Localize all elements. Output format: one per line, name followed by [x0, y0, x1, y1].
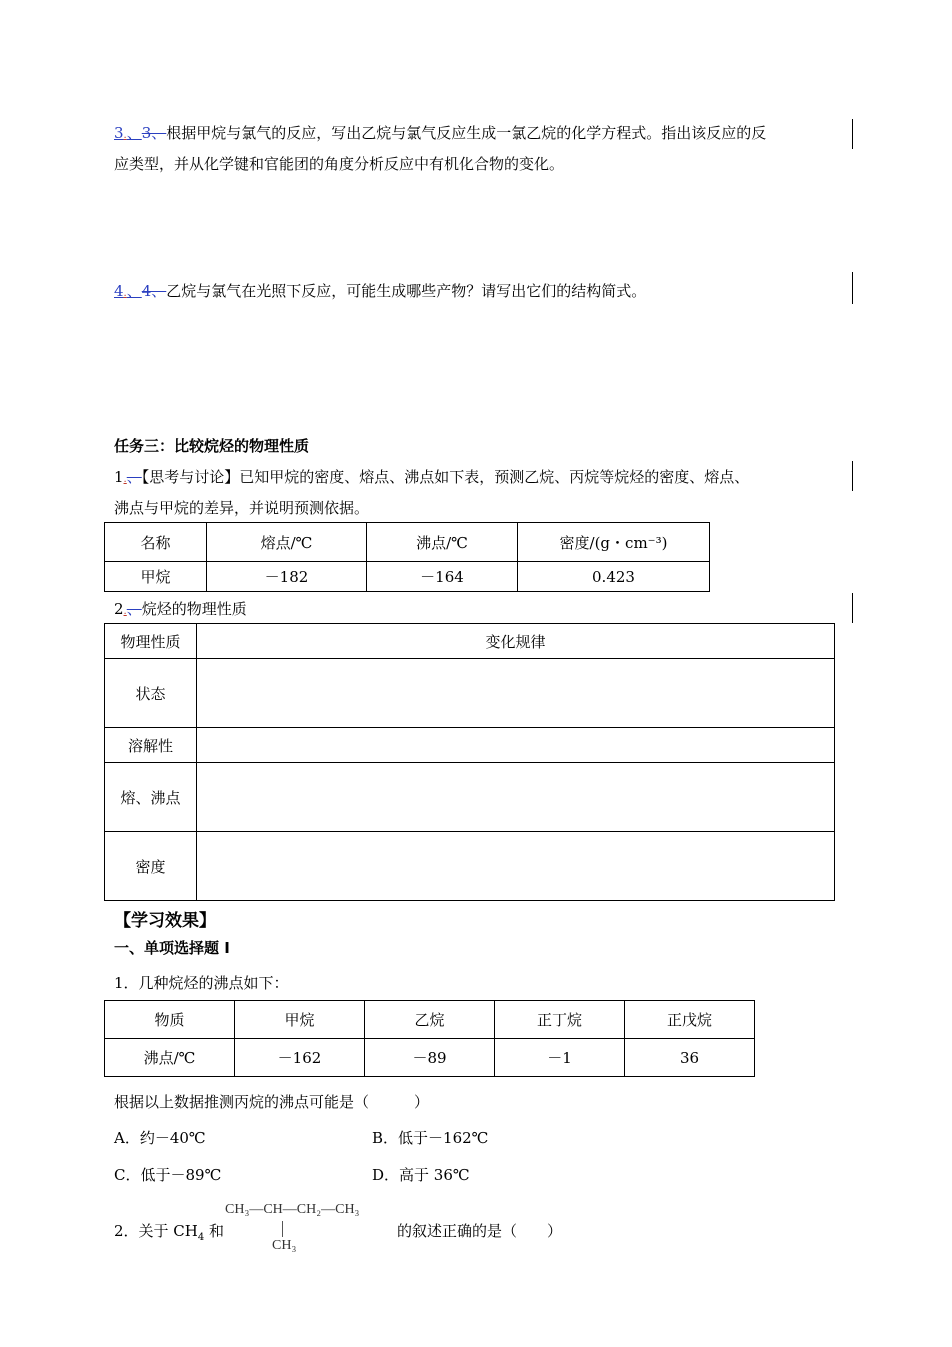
table-cell: 36: [625, 1039, 755, 1077]
option-d[interactable]: D．高于 36℃: [372, 1166, 470, 1184]
revision-deleted-number: 4、: [141, 282, 167, 300]
structural-formula-main-chain: CH₃—CH—CH₂—CH₃: [225, 1202, 360, 1217]
change-bar: [852, 593, 853, 623]
table-row-label: 密度: [105, 832, 197, 901]
alkane-properties-table: [104, 623, 835, 901]
item-text: 烷烃的物理性质: [141, 600, 247, 618]
task-3-item-2: [114, 598, 247, 619]
table-cell: 沸点/℃: [105, 1039, 235, 1077]
revision-deleted-separator: 、: [126, 468, 142, 486]
revision-inserted-separator: 、: [126, 282, 142, 300]
table-answer-cell[interactable]: [197, 763, 835, 832]
table-answer-cell[interactable]: [197, 832, 835, 901]
question-3-line-1: [114, 122, 766, 143]
question-1-stem: 1．几种烷烃的沸点如下：: [114, 974, 289, 992]
table-answer-cell[interactable]: [197, 728, 835, 763]
revision-mark: .: [123, 606, 127, 617]
task-3-item-1-line-2: 沸点与甲烷的差异，并说明预测依据。: [114, 499, 370, 517]
table-cell: －162: [235, 1039, 365, 1077]
item-number: 1: [114, 468, 124, 486]
revision-inserted-separator: 、: [126, 124, 142, 142]
task-3-heading: 任务三：比较烷烃的物理性质: [114, 437, 310, 455]
table-header: 乙烷: [365, 1001, 495, 1039]
option-c[interactable]: C．低于－89℃: [114, 1166, 222, 1184]
revision-inserted-number: 3: [114, 124, 124, 142]
question-2-prefix: [114, 1220, 224, 1243]
item-number: 2: [114, 600, 124, 618]
table-cell: 甲烷: [105, 562, 207, 592]
table-header: 密度/(g・cm⁻³): [518, 523, 710, 562]
question-4-line: [114, 280, 646, 301]
table-header: 甲烷: [235, 1001, 365, 1039]
question-3-line-2: 应类型，并从化学键和官能团的角度分析反应中有机化合物的变化。: [114, 155, 565, 173]
revision-deleted-number: 3、: [141, 124, 167, 142]
boiling-point-table: [104, 1000, 755, 1077]
revision-mark: .: [123, 474, 127, 485]
table-answer-cell[interactable]: [197, 659, 835, 728]
revision-deleted-separator: 、: [126, 600, 142, 618]
table-header: 正丁烷: [495, 1001, 625, 1039]
table-header: 沸点/℃: [367, 523, 518, 562]
table-row-label: 溶解性: [105, 728, 197, 763]
section-heading: 一、单项选择题 I: [114, 939, 230, 957]
table-header: 正戊烷: [625, 1001, 755, 1039]
option-a[interactable]: A．约－40℃: [114, 1129, 206, 1147]
learning-effect-heading: 【学习效果】: [114, 911, 216, 931]
subscript: 4: [197, 1232, 205, 1243]
item-text: 【思考与讨论】已知甲烷的密度、熔点、沸点如下表，预测乙烷、丙烷等烷烃的密度、熔点、: [141, 468, 750, 486]
question-4-text: 乙烷与氯气在光照下反应，可能生成哪些产物？请写出它们的结构简式。: [166, 282, 647, 300]
revision-mark: .: [123, 288, 127, 299]
question-2-suffix: 的叙述正确的是（ ）: [397, 1222, 563, 1240]
table-header: 名称: [105, 523, 207, 562]
change-bar: [852, 272, 853, 304]
table-row-label: 状态: [105, 659, 197, 728]
change-bar: [852, 461, 853, 491]
methane-properties-table: [104, 522, 710, 592]
revision-mark: .: [123, 130, 127, 141]
table-cell: －89: [365, 1039, 495, 1077]
structural-formula-branch: CH₃: [272, 1238, 297, 1253]
table-header: 变化规律: [197, 624, 835, 659]
change-bar: [852, 119, 853, 149]
question-3-text: 根据甲烷与氯气的反应，写出乙烷与氯气反应生成一氯乙烷的化学方程式。指出该反应的反: [166, 124, 767, 142]
table-header: 熔点/℃: [207, 523, 367, 562]
table-header: 物理性质: [105, 624, 197, 659]
bond-line: [282, 1221, 283, 1237]
question-2-prefix-text: 2．关于 CH: [114, 1222, 198, 1240]
table-cell: －164: [367, 562, 518, 592]
table-cell: 0.423: [518, 562, 710, 592]
table-row-label: 熔、沸点: [105, 763, 197, 832]
table-header: 物质: [105, 1001, 235, 1039]
question-1-prompt: 根据以上数据推测丙烷的沸点可能是（ ）: [114, 1093, 430, 1111]
revision-inserted-number: 4: [114, 282, 124, 300]
task-3-item-1-line-1: [114, 466, 749, 487]
table-cell: －182: [207, 562, 367, 592]
option-b[interactable]: B．低于－162℃: [372, 1129, 489, 1147]
question-2-prefix-tail: 和: [204, 1222, 225, 1240]
table-cell: －1: [495, 1039, 625, 1077]
